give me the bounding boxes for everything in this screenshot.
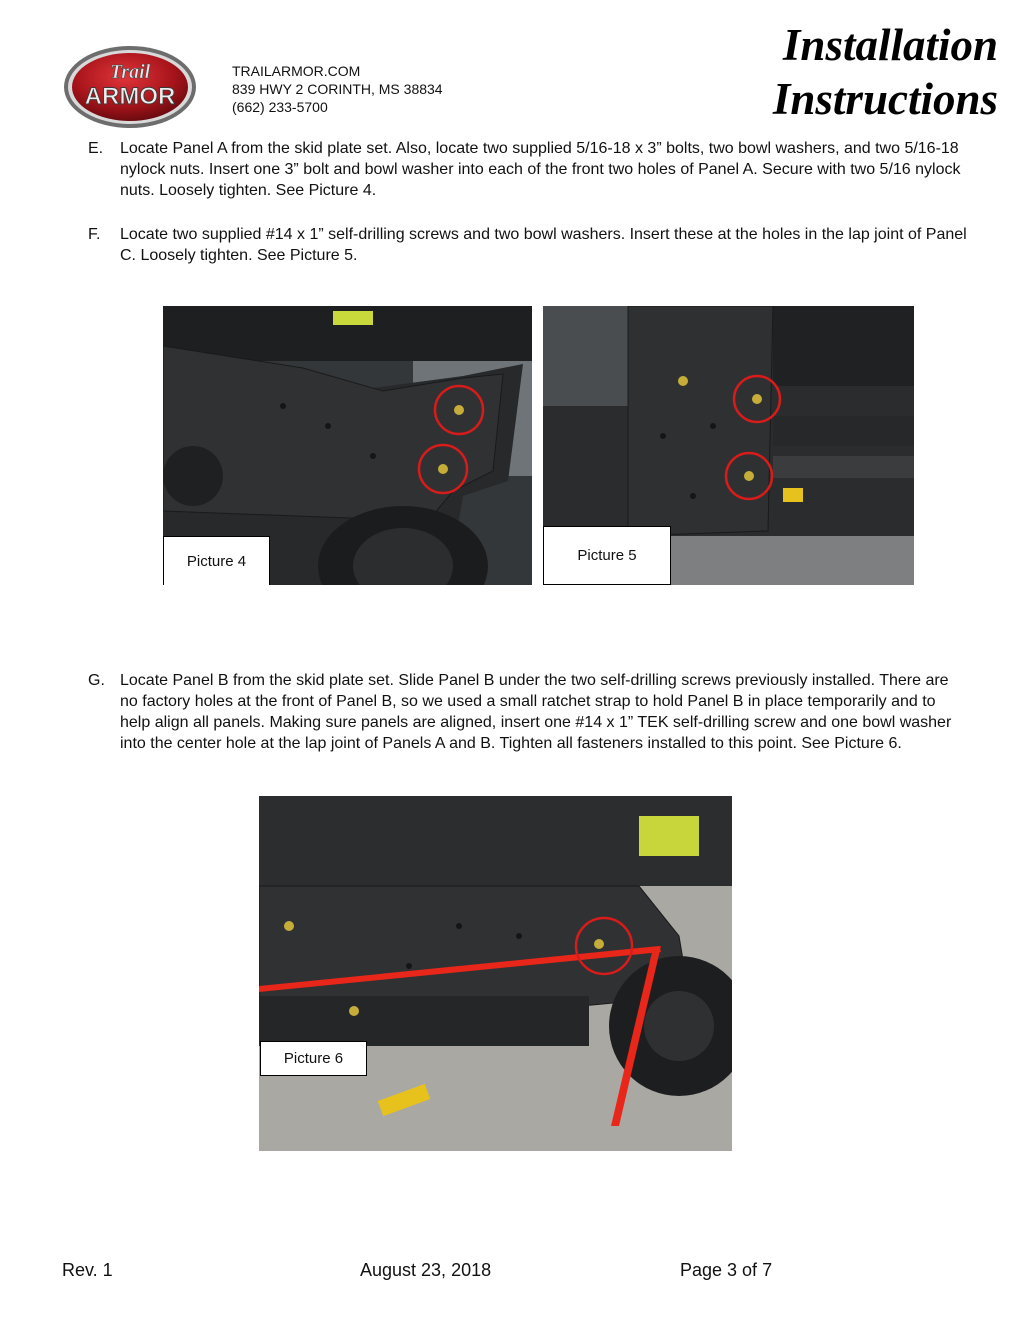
logo-word-trail: Trail (109, 61, 151, 83)
trail-armor-logo (62, 44, 198, 130)
logo-word-armor: ARMOR (84, 83, 176, 110)
footer-page-number: Page 3 of 7 (680, 1260, 773, 1280)
title-line-2: Instructions (772, 74, 998, 124)
picture-5-photo (543, 306, 914, 585)
step-f (88, 224, 968, 266)
step-letter: E. (88, 140, 104, 157)
step-text: Locate Panel B from the skid plate set. Slide Panel B under the two self-drilling screws previously installed. There are no factory holes at the front of Panel B, so we used a small ratchet strap to hold Panel B in place temporarily and to help align all panels. Making sure panels are aligned, insert one #14 x 1” TEK self-drilling screw and one bowl washer into the center hole at the lap joint of Panels A and B. Tighten all fasteners installed to this point. See Picture 6. (120, 672, 952, 752)
step-g (88, 670, 968, 754)
company-info (232, 62, 443, 116)
picture-4-photo (163, 306, 532, 585)
picture-4-caption: Picture 4 (163, 536, 270, 585)
picture-6-photo (259, 796, 732, 1151)
step-e (88, 138, 968, 201)
picture-5-caption: Picture 5 (543, 526, 671, 585)
footer-date: August 23, 2018 (360, 1260, 492, 1280)
step-letter: F. (88, 226, 101, 243)
step-letter: G. (88, 672, 105, 689)
document-title (773, 18, 998, 126)
title-line-1: Installation (782, 20, 998, 70)
company-phone: (662) 233-5700 (232, 99, 328, 115)
picture-6-caption: Picture 6 (260, 1041, 367, 1076)
step-text: Locate Panel A from the skid plate set. Also, locate two supplied 5/16-18 x 3” bolts, two bowl washers, and two 5/16-18 nylock nuts. Insert one 3” bolt and bowl washer into each of the front two holes of Panel A. Secure with two 5/16 nylock nuts. Loosely tighten. See Picture 4. (120, 140, 961, 199)
step-text: Locate two supplied #14 x 1” self-drilling screws and two bowl washers. Insert these at the holes in the lap joint of Panel C. Loosely tighten. See Picture 5. (120, 226, 967, 264)
company-website: TRAILARMOR.COM (232, 63, 361, 79)
footer-revision: Rev. 1 (62, 1260, 113, 1280)
company-address: 839 HWY 2 CORINTH, MS 38834 (232, 81, 443, 97)
